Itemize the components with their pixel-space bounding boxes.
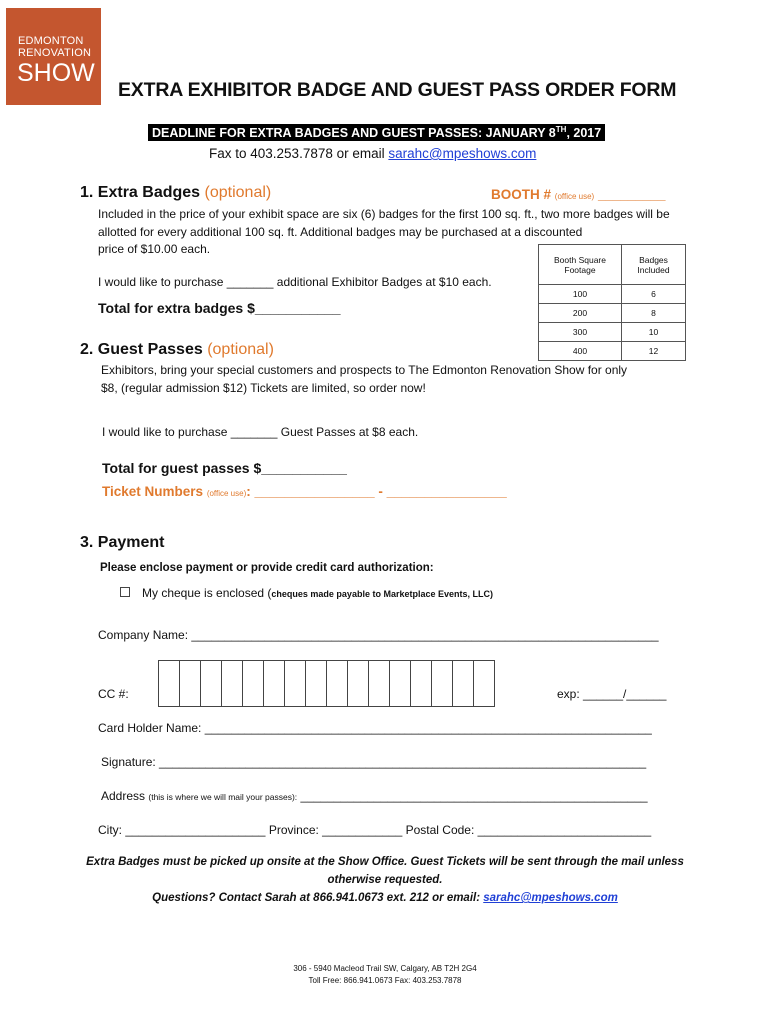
- table-cell: 10: [622, 323, 686, 342]
- cc-digit-box[interactable]: [390, 661, 411, 706]
- notice-line-1: Extra Badges must be picked up onsite at the Show Office. Guest Tickets will be sent through the mail unless: [86, 856, 684, 868]
- cheque-option[interactable]: [120, 584, 493, 603]
- address-label: Address: [101, 789, 146, 803]
- fax-text: Fax to 403.253.7878 or email: [209, 146, 389, 161]
- badges-description-line-2: allotted for every additional 100 sq. ft. Additional badges may be purchased at a discounted: [98, 225, 583, 239]
- table-row: [539, 342, 686, 361]
- contact-email-link[interactable]: sarahc@mpeshows.com: [388, 146, 537, 161]
- logo-line-2: RENOVATION: [18, 47, 92, 59]
- payment-instruction: Please enclose payment or provide credit card authorization:: [100, 562, 434, 574]
- cc-digit-box[interactable]: [369, 661, 390, 706]
- cc-digit-box[interactable]: [264, 661, 285, 706]
- ticket-numbers-label: Ticket Numbers: [102, 484, 204, 499]
- section2-optional: (optional): [207, 341, 274, 358]
- badges-total[interactable]: Total for extra badges $___________: [98, 300, 341, 316]
- notice-line-2: otherwise requested.: [327, 874, 443, 886]
- signature-field[interactable]: Signature: _________________________________________________________________________: [101, 755, 647, 769]
- guest-description-line-2: $8, (regular admission $12) Tickets are limited, so order now!: [101, 381, 426, 395]
- ticket-office-use: (office use): [206, 489, 247, 498]
- table-header-footage: Booth Square Footage: [539, 245, 622, 285]
- table-row: [539, 285, 686, 304]
- booth-office-use: (office use): [554, 192, 595, 201]
- table-cell: 6: [622, 285, 686, 304]
- cc-digit-box[interactable]: [285, 661, 306, 706]
- booth-label: BOOTH #: [491, 187, 552, 202]
- cc-digit-box[interactable]: [411, 661, 432, 706]
- show-logo: [6, 8, 101, 105]
- footer-address: 306 - 5940 Macleod Trail SW, Calgary, AB T2H 2G4: [293, 964, 477, 973]
- section-guest-passes-heading: [80, 341, 274, 359]
- address-blank: ____________________________________________________: [300, 789, 648, 803]
- questions-line: [40, 889, 730, 907]
- cc-digit-box[interactable]: [474, 661, 494, 706]
- guest-description-line-1: Exhibitors, bring your special customers and prospects to The Edmonton Renovation Show for only: [101, 363, 628, 377]
- cheque-checkbox[interactable]: [120, 587, 130, 597]
- section1-title: 1. Extra Badges: [80, 184, 201, 201]
- table-cell: 300: [539, 323, 622, 342]
- credit-card-number-boxes[interactable]: [158, 660, 495, 707]
- cc-digit-box[interactable]: [432, 661, 453, 706]
- guest-total[interactable]: Total for guest passes $___________: [102, 460, 347, 476]
- table-header-badges: Badges Included: [622, 245, 686, 285]
- footer-phones: Toll Free: 866.941.0673 Fax: 403.253.7878: [308, 976, 462, 985]
- deadline-sup: TH: [555, 125, 567, 134]
- cheque-note: cheques made payable to Marketplace Events, LLC): [271, 589, 493, 599]
- cc-digit-box[interactable]: [243, 661, 264, 706]
- form-title: EXTRA EXHIBITOR BADGE AND GUEST PASS ORDER FORM: [118, 79, 677, 101]
- cc-digit-box[interactable]: [327, 661, 348, 706]
- section-extra-badges-heading: [80, 184, 271, 202]
- table-cell: 8: [622, 304, 686, 323]
- card-holder-field[interactable]: Card Holder Name: ___________________________________________________________________: [98, 721, 652, 735]
- table-cell: 400: [539, 342, 622, 361]
- footer: [185, 963, 585, 987]
- table-cell: 100: [539, 285, 622, 304]
- logo-line-1: EDMONTON: [18, 35, 84, 47]
- address-note: (this is where we will mail your passes):: [148, 792, 298, 802]
- table-cell: 12: [622, 342, 686, 361]
- company-name-field[interactable]: Company Name: ______________________________________________________________________: [98, 628, 659, 642]
- cc-digit-box[interactable]: [201, 661, 222, 706]
- section-payment-heading: 3. Payment: [80, 534, 165, 551]
- table-row: [539, 323, 686, 342]
- booth-blank: _________: [597, 187, 666, 202]
- city-province-postal-field[interactable]: City: _____________________ Province: ____________ Postal Code: __________________________: [98, 823, 652, 837]
- table-header-row: [539, 245, 686, 285]
- cc-digit-box[interactable]: [222, 661, 243, 706]
- questions-email-link[interactable]: sarahc@mpeshows.com: [483, 892, 618, 904]
- deadline-text: DEADLINE FOR EXTRA BADGES AND GUEST PASSES: JANUARY 8: [152, 126, 556, 141]
- cc-digit-box[interactable]: [180, 661, 201, 706]
- cc-label: CC #:: [98, 687, 129, 701]
- ticket-numbers-field[interactable]: [102, 484, 507, 499]
- cc-digit-box[interactable]: [306, 661, 327, 706]
- address-field[interactable]: [101, 787, 648, 806]
- ticket-blanks: : ________________ - ________________: [246, 484, 507, 499]
- deadline-banner: [148, 124, 605, 141]
- contact-line: [209, 146, 536, 161]
- cheque-label: My cheque is enclosed (: [142, 586, 272, 600]
- guest-purchase-line[interactable]: I would like to purchase _______ Guest Passes at $8 each.: [102, 425, 419, 439]
- expiry-field[interactable]: exp: ______/______: [557, 687, 667, 701]
- booth-badges-table: [538, 244, 686, 361]
- table-cell: 200: [539, 304, 622, 323]
- deadline-year: , 2017: [566, 126, 602, 141]
- questions-text: Questions? Contact Sarah at 866.941.0673 ext. 212 or email:: [152, 892, 484, 904]
- section2-title: 2. Guest Passes: [80, 341, 203, 358]
- cc-digit-box[interactable]: [348, 661, 369, 706]
- cc-digit-box[interactable]: [159, 661, 180, 706]
- badges-description-line-1: Included in the price of your exhibit space are six (6) badges for the first 100 sq. ft., two more badges will be: [98, 207, 670, 221]
- section1-optional: (optional): [204, 184, 272, 201]
- logo-line-3: SHOW: [17, 59, 95, 87]
- badges-purchase-line[interactable]: I would like to purchase _______ additional Exhibitor Badges at $10 each.: [98, 275, 492, 289]
- booth-number-field[interactable]: [491, 187, 666, 202]
- table-row: [539, 304, 686, 323]
- pickup-notice: [40, 853, 730, 907]
- cc-digit-box[interactable]: [453, 661, 474, 706]
- badges-description-line-3: price of $10.00 each.: [98, 242, 211, 256]
